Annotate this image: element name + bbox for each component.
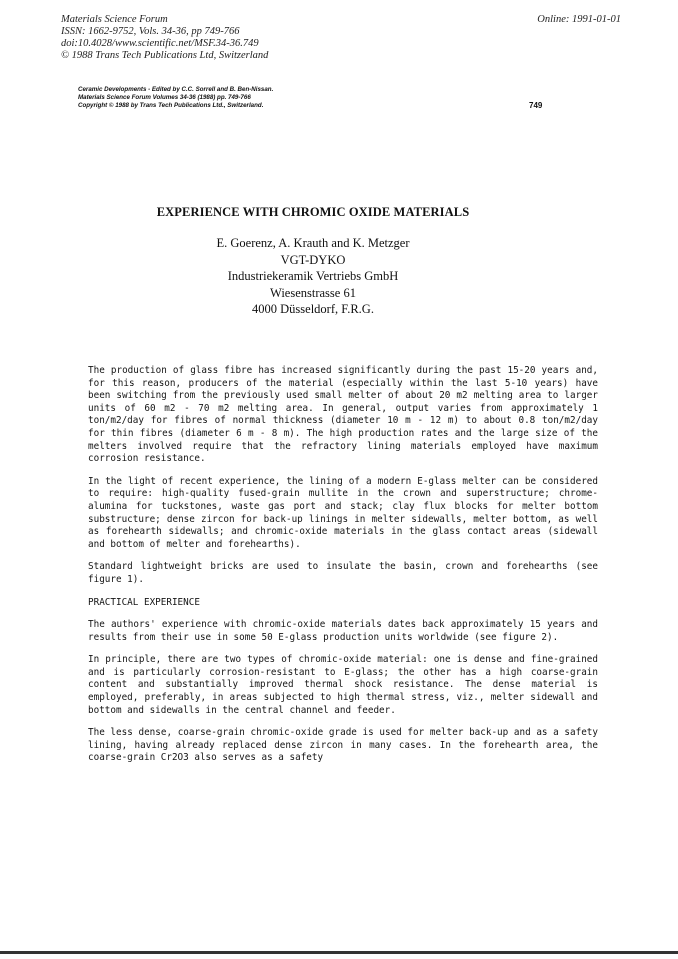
- bottom-scan-edge: [0, 951, 678, 954]
- header-line-1: Ceramic Developments - Edited by C.C. Sorrell and B. Ben-Nissan.: [78, 86, 274, 93]
- paragraph-6: The less dense, coarse-grain chromic-oxide grade is used for melter back-up and as a safety lining, having already replaced dense zircon in many cases. In the forehearth area, the coarse-grain Cr2O3 also serves as a safety: [88, 727, 598, 764]
- author-street: Wiesenstrasse 61: [270, 285, 356, 300]
- paragraph-3: Standard lightweight bricks are used to insulate the basin, crown and forehearths (see figure 1).: [88, 561, 598, 585]
- author-block: [0, 235, 626, 318]
- paragraph-4: The authors' experience with chromic-oxide materials dates back approximately 15 years and results from their use in some 50 E-glass production units worldwide (see figure 2).: [88, 619, 598, 643]
- paragraph-1: The production of glass fibre has increased significantly during the past 15-20 years and, for this reason, producers of the material (especially within the last 5-10 years) have been switching from the previously used small melter of about 20 m2 melting area to larger units of 60 m2 - 70 m2 melting area. In general, output varies from approximately 1 ton/m2/day for fibres of normal thickness (diameter 10 m - 12 m) to about 0.8 ton/m2/day for thin fibres (diameter 6 m - 8 m). The high production rates and the large size of the melters involved require that the refractory lining materials employed have maximum corrosion resistance.: [88, 365, 598, 465]
- journal-name: Materials Science Forum: [61, 14, 168, 25]
- section-heading: PRACTICAL EXPERIENCE: [88, 596, 200, 608]
- page-number: 749: [529, 101, 543, 110]
- body-text: [88, 365, 598, 775]
- online-date: Online: 1991-01-01: [537, 14, 621, 25]
- paragraph-2: In the light of recent experience, the lining of a modern E-glass melter can be considered to require: high-quality fused-grain mullite in the crown and superstructure; chrome-alumina for tuckstones, waste gas port and stack; clay flux blocks for melter bottom substructure; dense zircon for back-up linings in melter sidewalls, melter bottom, as well as forehearth sidewalls; and chromic-oxide materials in the glass contact areas (sidewall and bottom of melter and forehearths).: [88, 475, 598, 550]
- author-names: E. Goerenz, A. Krauth and K. Metzger: [216, 236, 410, 250]
- doi-line: doi:10.4028/www.scientific.net/MSF.34-36.749: [61, 38, 259, 49]
- copyright-line: © 1988 Trans Tech Publications Ltd, Switzerland: [61, 50, 269, 61]
- paragraph-5: In principle, there are two types of chromic-oxide material: one is dense and fine-grained and is particularly corrosion-resistant to E-glass; the other has a high coarse-grain content and substantially improved thermal shock resistance. The dense material is employed, preferably, in areas subjected to high thermal stress, viz., melter sidewall and bottom and sidewalls in the central channel and feeder.: [88, 654, 598, 716]
- original-header-block: [78, 86, 558, 109]
- issn-line: ISSN: 1662-9752, Vols. 34-36, pp 749-766: [61, 26, 240, 37]
- publication-metadata: [61, 14, 621, 62]
- header-line-3: Copyright © 1988 by Trans Tech Publications Ltd., Switzerland.: [78, 101, 264, 109]
- author-city: 4000 Düsseldorf, F.R.G.: [252, 302, 374, 316]
- header-line-2: Materials Science Forum Volumes 34-36 (1988) pp. 749-766: [78, 93, 251, 101]
- paper-title: EXPERIENCE WITH CHROMIC OXIDE MATERIALS: [156, 205, 470, 219]
- author-company: Industriekeramik Vertriebs GmbH: [227, 269, 399, 283]
- author-org: VGT-DYKO: [280, 252, 346, 267]
